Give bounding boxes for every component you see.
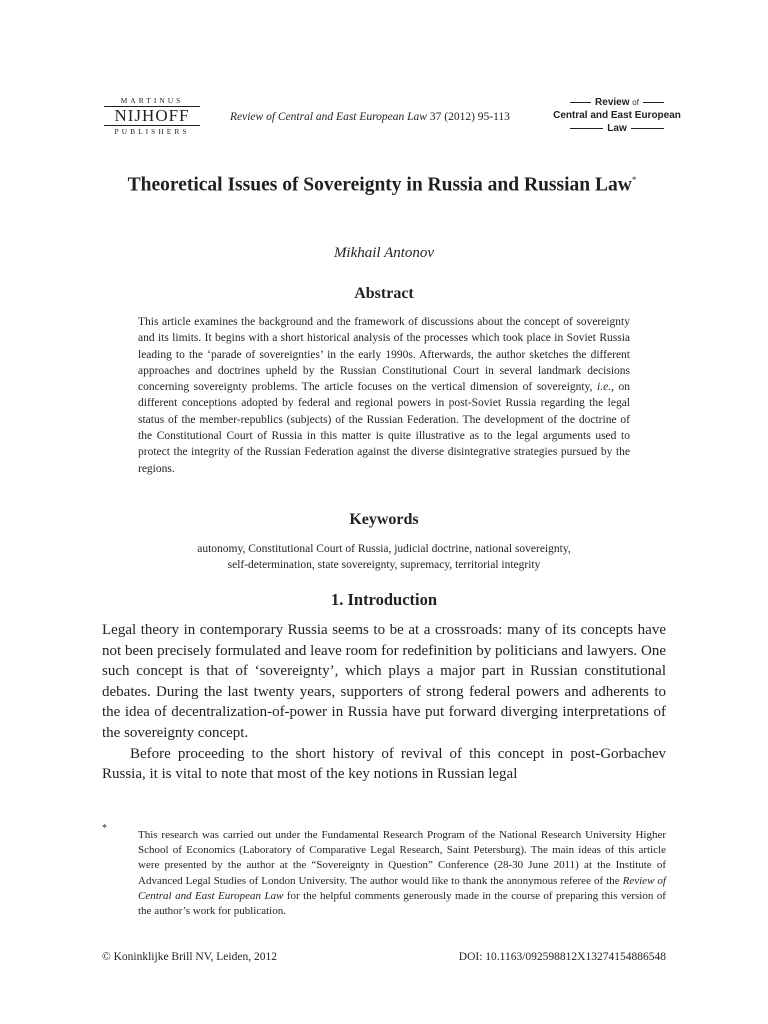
abstract-text: This article examines the background and the framework of discussions about the concept of sovereignty and its limits. It begins with a short historical analysis of the processes which took place in Soviet Russia leading to the ‘parade of sovereignties’ in the early 1990s. Afterwards, the author sketches the different approaches and doctrines upheld by the Russian Constitutional Court in several landmark decisions concerning sovereignty problems. The article focuses on the vertical dimension of sovereignty, i.e., on different conceptions adopted by federal and regional powers in post-Soviet Russia regarding the legal status of the member-republics (subjects) of the Russian Federation. The development of the doctrine of the Constitutional Court of Russia in this matter is quite illustrative as to the legal arguments used to protect the integrity of the Russian Federation against the diverse disintegrative strategies pursued by the regions. bbox=[138, 316, 631, 475]
body-paragraph-2: Before proceeding to the short history of revival of this concept in post-Gorbachev Russia, it is vital to note that most of the key notions in Russian legal bbox=[102, 745, 666, 783]
doi-link[interactable]: DOI: 10.1163/092598812X13274154886548 bbox=[458, 951, 666, 963]
journal-logo bbox=[553, 96, 681, 135]
article-title: Theoretical Issues of Sovereignty in Russia and Russian Law* bbox=[127, 174, 637, 196]
publisher-line1: MARTINUS bbox=[104, 96, 200, 107]
logo-law: Law bbox=[607, 123, 627, 134]
logo-central-east: Central and East European bbox=[553, 110, 681, 121]
introduction-body bbox=[102, 620, 666, 785]
abstract-heading: Abstract bbox=[354, 285, 414, 302]
title-footnote-mark: * bbox=[631, 175, 637, 185]
journal-ref: 37 (2012) 95-113 bbox=[426, 111, 510, 123]
publisher-line3: PUBLISHERS bbox=[104, 125, 200, 136]
journal-name: Review of Central and East European Law bbox=[230, 111, 427, 123]
publisher-logo bbox=[104, 96, 200, 136]
author-name: Mikhail Antonov bbox=[333, 245, 435, 261]
footnote-text: This research was carried out under the Fundamental Research Program of the National Research University Higher School of Economics (Laboratory of Comparative Legal Research, Saint Petersburg). The main ideas of this article were presented by the author at the “Sovereignty in Question” Conference (28-30 June 2011) at the Institute of Advanced Legal Studies of London University. The author would like to thank the anonymous referee of the Review of Central and East European Law for the helpful comments generously made in the course of preparing this version of the author’s work for publication. bbox=[138, 829, 666, 918]
keywords-heading: Keywords bbox=[349, 511, 419, 528]
keywords-list bbox=[138, 541, 630, 573]
keywords-line-1: autonomy, Constitutional Court of Russia, judicial doctrine, national sovereignty, bbox=[197, 543, 571, 555]
introduction-heading: 1. Introduction bbox=[330, 590, 438, 609]
journal-citation bbox=[230, 111, 510, 123]
body-paragraph-1: Legal theory in contemporary Russia seems to be at a crossroads: many of its concepts have not been precisely formulated and leave room for redefinition by politicians and lawyers. One such concept is that of ‘sovereignty’, which plays a major part in Russian constitutional debates. During the last twenty years, supporters of strong federal powers and adherents to the idea of decentralization-of-power in Russia have put forward diverging interpretations of the sovereignty concept. bbox=[102, 622, 666, 741]
logo-review: Review of bbox=[595, 97, 639, 108]
footnote-mark: * bbox=[102, 823, 107, 834]
copyright-notice: © Koninklijke Brill NV, Leiden, 2012 bbox=[102, 951, 277, 963]
keywords-line-2: self-determination, state sovereignty, supremacy, territorial integrity bbox=[227, 559, 541, 571]
publisher-line2: NIJHOFF bbox=[114, 106, 190, 125]
